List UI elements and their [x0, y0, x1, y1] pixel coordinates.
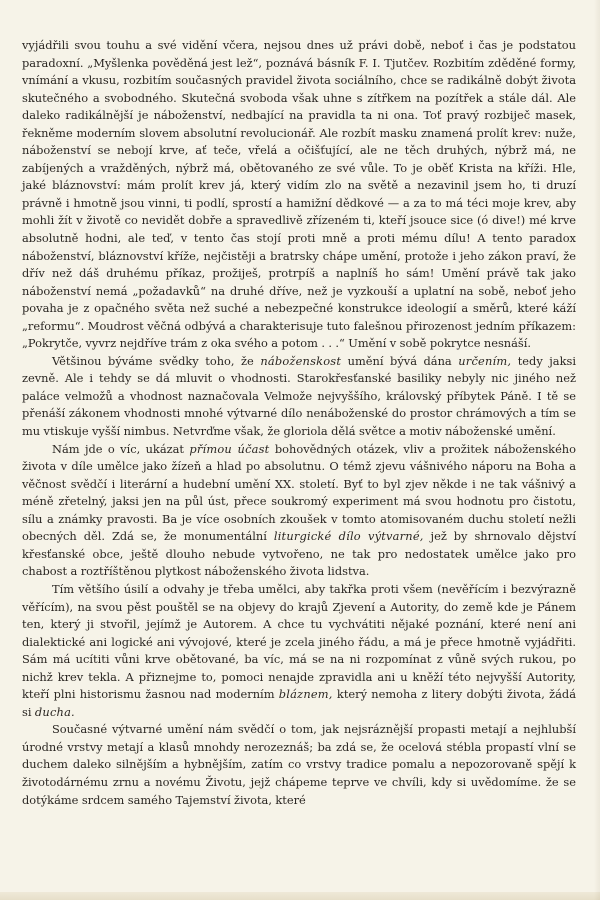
paragraph-2-text-a: Většinou býváme svědky toho, že	[52, 353, 261, 368]
paragraph-3	[22, 441, 576, 581]
emphasis-urcenim: určením,	[458, 353, 512, 368]
paragraph-5	[22, 721, 576, 809]
paragraph-2	[22, 353, 576, 441]
emphasis-blaznem: bláznem,	[278, 687, 333, 702]
paragraph-3-text-b: bohovědných otázek, vliv a prožitek náboženského života v díle umělce jako žízeň a hlad po absolutnu. O témž zjevu vášnivého náporu na Boha a věčnost svědčí i literární a hudební umění XX. století. Byť to byl zjev někde i ne tak vášnivý a méně zřetelný, jaksi jen na půl úst, přece soukromý experiment má svou hodnotu pro čistotu, sílu a známky pravosti. Ba je více osobních zkoušek v tomto atomisovaném duchu století nežli obecných děl. Zdá se, že monumentální	[22, 441, 576, 544]
paragraph-4-text-b: který nemoha z litery dobýti života, žádá si	[22, 687, 576, 719]
paragraph-3-text-a: Nám jde o víc, ukázat	[52, 441, 190, 456]
paragraph-3-text-c: jež by shrnovalo dějství křesťanské obce, ještě dlouho nebude vytvořeno, ne tak pro nedostatek umělce jako pro chabost a roztříštěnou plytkost náboženského života lidstva.	[22, 529, 576, 579]
paragraph-1	[22, 37, 576, 353]
emphasis-nabozenskost: náboženskost	[260, 353, 342, 368]
page-right-shade	[594, 0, 600, 900]
paragraph-4-text-a: Tím většího úsilí a odvahy je třeba umělci, aby takřka proti všem (nevěřícím i bezvýrazně věřícím), na svou pěst pouštěl se na objevy do krajů Zjevení a Autority, do země kde je Pánem ten, který ji stvořil, jejímž je Autorem. A chce tu vychvátiti nějaké poznání, které není ani dialektické ani logické ani vývojové, které je zcela jiného řádu, a má je přece hmotně vyjádřiti. Sám má ucítiti vůni krve obětované, ba víc, má se na ni rozpomínat z vůně svých rukou, po nichž krev tekla. A přiznejme to, pomoci nenajde zpravidla ani u kněží této nejvyšší Autority, kteří plni historismu žasnou nad moderním	[22, 581, 576, 702]
paragraph-1-text: vyjádřili svou touhu a své vidění včera, nejsou dnes už právi době, neboť i čas je podstatou paradoxní. „Myšlenka pověděná jest lež“, poznává básník F. I. Tjutčev. Rozbitím zděděné formy, vnímání a vkusu, rozbitím současných pravidel života sociálního, chce se radikálně dobýt života skutečného a svobodného. Skutečná svoboda však uhne s zítřkem na pozítřek a stále dál. Ale daleko radikálnější je náboženství, nedbající na pravidla ta ni ona. Toť pravý rozbiječ masek, řekněme moderním slovem absolutní revolucionář. Ale rozbít masku znamená prolít krev: nuže, náboženství se nebojí krve, ať teče, vřelá a očišťující, ale ne těch druhých, nýbrž má, ne zabíjených a vražděných, nýbrž má, obětovaného ze své vůle. To je oběť Krista na kříži. Hle, jaké bláznovství: mám prolít krev já, který vidím zlo na světě a nezavinil jsem ho, ti druzí právně i hmotně jsou vinni, ti podlí, sprostí a hamižní dědkové — a za to má téci moje krev, aby mohli žít v životě co nevidět dobře a spravedlivě zřízeném ti, kteří jsouce sice (ó dive!) mé krve absolutně hodni, ale teď, v tento čas stojí proti mně a proti mému dílu! A tento paradox náboženství, bláznovství kříže, nejčistěji a bratrsky chápe umění, protože i jeho zákon praví, že dřív než dáš druhému příkaz, prožiješ, protrpíš a naplníš ho sám! Umění právě tak jako náboženství nemá „požadavků“ na druhé dříve, než je vyzkouší a uplatní na sobě, neboť jeho povaha je z opačného světa než suché a nebezpečné konstrukce ideologií a směrů, které káží „reformu“. Moudrost věčná odbývá a charakterisuje tuto falešnou přirozenost jedním příkazem: „Pokrytče, vyvrz nejdříve trám z oka svého a potom . . .“ Umění v sobě pokrytce nesnáší.	[22, 38, 576, 351]
emphasis-ducha: ducha.	[34, 704, 75, 719]
body-text	[22, 37, 576, 809]
emphasis-liturgicke-dilo: liturgické dílo výtvarné,	[273, 529, 424, 544]
page-bottom-edge	[0, 892, 600, 900]
paragraph-5-text: Současné výtvarné umění nám svědčí o tom, jak nejsráznější propasti metají a nejhlubší úrodné vrstvy metají a klasů mnohdy nerozeznáš; ba zdá se, že ocelová stébla propastí vlní se duchem daleko silnějším a hybnějším, zatím co vrstvy tradice pomalu a nepozorovaně spějí k životodárnému zrnu a novému Životu, jejž chápeme teprve ve chvíli, kdy si uvědomíme. že se dotýkáme srdcem samého Tajemství života, které	[22, 722, 576, 807]
paragraph-4	[22, 581, 576, 721]
paragraph-2-text-c: tedy jaksi zevně. Ale i tehdy se dá mluvit o vhodnosti. Starokřesťanské basiliky nebyly nic jiného než paláce velmožů a vhodnost naznačovala Velmože nejvyššího, královský příbytek Páně. I tě se přenáší zákonem vhodnosti mnohé výtvarné dílo nenáboženské do prostor chrámových a tím se mu vtiskuje vyšší nimbus. Netvrďme však, že gloriola dělá světce a motiv náboženské umění.	[22, 353, 576, 439]
emphasis-primou-ucast: přímou účast	[189, 441, 270, 456]
paragraph-2-text-b: umění bývá dána	[341, 353, 459, 368]
